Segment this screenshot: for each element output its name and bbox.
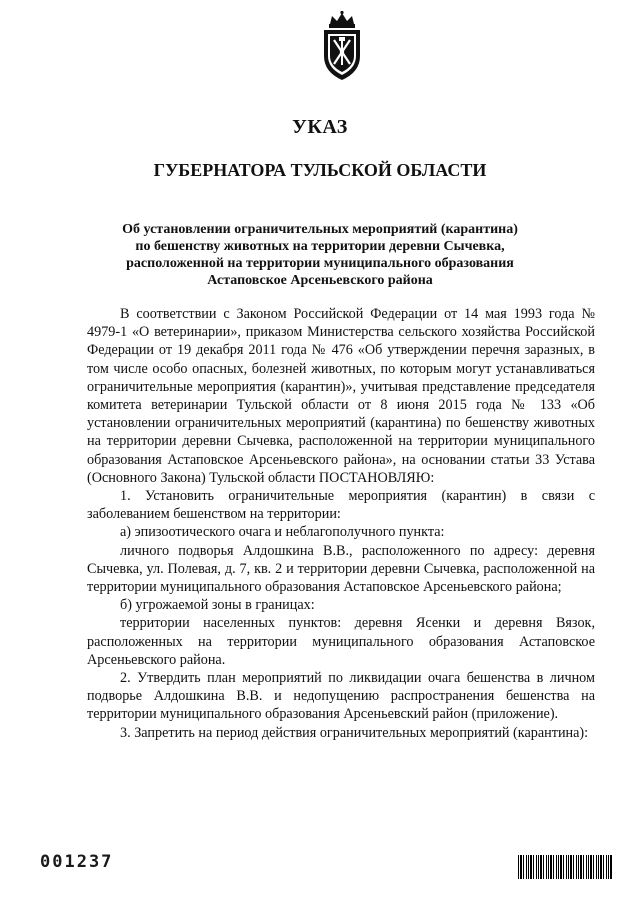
issuer-title: ГУБЕРНАТОРА ТУЛЬСКОЙ ОБЛАСТИ	[153, 160, 487, 180]
subject-line: Об установлении ограничительных мероприятий (карантина)	[122, 222, 518, 237]
tula-region-coat-of-arms-icon	[316, 10, 368, 82]
subject-line: Астаповское Арсеньевского района	[207, 273, 433, 288]
barcode-icon	[518, 855, 612, 879]
clause-3: 3. Запретить на период действия ограничительных мероприятий (карантина):	[120, 724, 589, 741]
document-serial-number: 001237	[40, 852, 114, 872]
document-type-title: УКАЗ	[292, 116, 348, 138]
clause-1: 1. Установить ограничительные мероприятия (карантин) в связи с заболеванием бешенством на территории:	[87, 488, 595, 523]
decree-subject	[60, 221, 580, 289]
clause-1a-detail: личного подворья Алдошкина В.В., расположенного по адресу: деревня Сычевка, ул. Полевая, д. 7, кв. 2 и территории деревни Сычевка, расположенной на территории муниципального образования Астаповское Арсеньевского района;	[87, 542, 595, 596]
clause-1a: а) эпизоотического очага и неблагополучного пункта:	[120, 524, 445, 541]
preamble-paragraph: В соответствии с Законом Российской Федерации от 14 мая 1993 года № 4979-1 «О ветеринарии», приказом Министерства сельского хозяйства Российской Федерации от 19 декабря 2011 года № 476 «Об утверждении перечня заразных, в том числе особо опасных, болезней животных, по которым могут устанавливаться ограничительные мероприятия (карантин)», учитывая представление председателя комитета ветеринарии Тульской области от 8 июня 2015 года № 133 «Об установлении ограничительных мероприятий (карантина) по бешенству животных на территории деревни Сычевка, расположенной на территории муниципального образования Астаповское Арсеньевского района», на основании статьи 33 Устава (Основного Закона) Тульской области ПОСТАНОВЛЯЮ:	[87, 306, 595, 486]
subject-line: расположенной на территории муниципального образования	[126, 256, 514, 271]
clause-2: 2. Утвердить план мероприятий по ликвидации очага бешенства в личном подворье Алдошкина В.В. и недопущению распространения бешенства на территории муниципального образования Арсеньевский район (приложение).	[87, 670, 595, 723]
clause-1b: б) угрожаемой зоны в границах:	[120, 597, 315, 614]
subject-line: по бешенству животных на территории деревни Сычевка,	[135, 239, 505, 254]
clause-1b-detail: территории населенных пунктов: деревня Ясенки и деревня Вязок, расположенных на территории муниципального образования Астаповское Арсеньевского района.	[87, 615, 595, 668]
decree-body	[87, 305, 595, 742]
